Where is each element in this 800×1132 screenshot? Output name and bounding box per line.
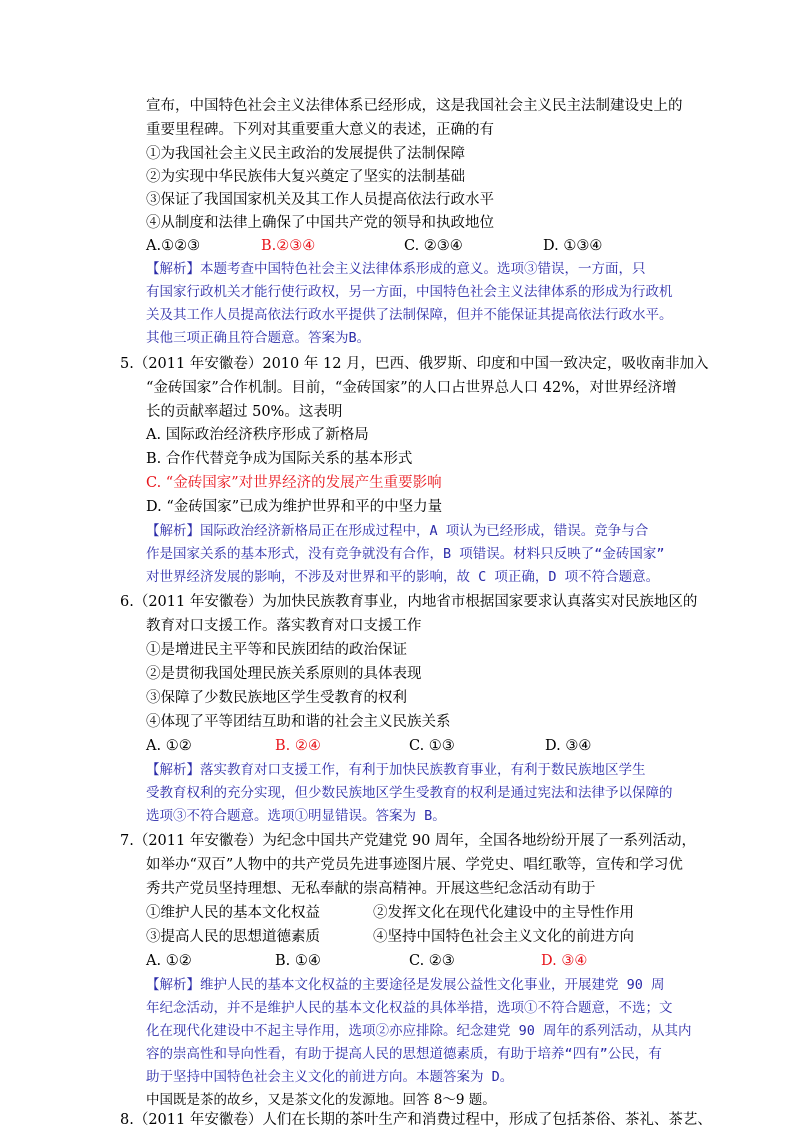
- q7-analysis-line-3: 化在现代化建设中不起主导作用，选项②亦应排除。纪念建党 90 周年的系列活动，从其内: [146, 1023, 692, 1039]
- q8-stem-line-1: 8.（2011 年安徽卷）人们在长期的茶叶生产和消费过程中，形成了包括茶俗、茶礼、茶艺、: [120, 1112, 712, 1128]
- q6-item-1: ①是增进民主平等和民族团结的政治保证: [146, 642, 407, 658]
- q6-item-3: ③保障了少数民族地区学生受教育的权利: [146, 690, 407, 706]
- q7-option-d: D. ③④: [541, 953, 588, 969]
- q6-option-b: B. ②④: [275, 738, 321, 754]
- q7-stem-line-1: 7.（2011 年安徽卷）为纪念中国共产党建党 90 周年，全国各地纷纷开展了一系列活动，: [120, 833, 697, 849]
- q6-analysis-line-3: 选项③不符合题意。选项①明显错误。答案为 B。: [146, 808, 446, 824]
- q6-option-a: A. ①②: [146, 738, 192, 754]
- q6-stem-line-1: 6.（2011 年安徽卷）为加快民族教育事业，内地省市根据国家要求认真落实对民族地区的: [120, 594, 698, 610]
- q4-analysis-line-2: 有国家行政机关才能行使行政权，另一方面，中国特色社会主义法律体系的形成为行政机: [146, 284, 673, 300]
- q5-stem-line-1: 5.（2011 年安徽卷）2010 年 12 月，巴西、俄罗斯、印度和中国一致决定，吸收南非加入: [120, 356, 709, 372]
- q7-item-2: ②发挥文化在现代化建设中的主导性作用: [373, 905, 634, 921]
- q6-stem-line-2: 教育对口支援工作。落实教育对口支援工作: [146, 618, 422, 634]
- q4-item-2: ②为实现中华民族伟大复兴奠定了坚实的法制基础: [146, 169, 465, 185]
- q7-analysis-line-5: 助于坚持中国特色社会主义文化的前进方向。本题答案为 D。: [146, 1069, 514, 1085]
- q5-analysis-line-3: 对世界经济发展的影响，不涉及对世界和平的影响，故 C 项正确，D 项不符合题意。: [146, 569, 660, 585]
- q7-option-c: C. ②③: [409, 953, 455, 969]
- q5-analysis-line-2: 作是国家关系的基本形式，没有竞争就没有合作，B 项错误。材料只反映了“金砖国家”: [146, 546, 665, 562]
- q4-option-d: D. ①③④: [543, 238, 603, 254]
- q7-analysis-line-4: 容的崇高性和导向性看，有助于提高人民的思想道德素质，有助于培养“四有”公民，有: [146, 1046, 662, 1062]
- q4-analysis-line-3: 关及其工作人员提高依法行政水平提供了法制保障，但并不能保证其提高依法行政水平。: [146, 307, 673, 323]
- q4-analysis-line-1: 【解析】本题考查中国特色社会主义法律体系形成的意义。选项③错误，一方面，只: [146, 261, 646, 277]
- q6-item-2: ②是贯彻我国处理民族关系原则的具体表现: [146, 666, 422, 682]
- q5-option-c: C. “金砖国家”对世界经济的发展产生重要影响: [146, 475, 442, 491]
- q5-stem-line-2: “金砖国家”合作机制。目前，“金砖国家”的人口占世界总人口 42%，对世界经济增: [146, 380, 677, 396]
- q4-option-c: C. ②③④: [404, 238, 463, 254]
- q6-analysis-line-1: 【解析】落实教育对口支援工作，有利于加快民族教育事业，有利于数民族地区学生: [146, 762, 646, 778]
- q6-option-d: D. ③④: [545, 738, 592, 754]
- section-intro: 中国既是茶的故乡，又是茶文化的发源地。回答 8～9 题。: [146, 1092, 496, 1108]
- q4-option-b: B.②③④: [261, 238, 316, 254]
- q7-analysis-line-1: 【解析】维护人民的基本文化权益的主要途径是发展公益性文化事业，开展建党 90 周: [146, 977, 665, 993]
- q7-option-a: A. ①②: [146, 953, 192, 969]
- q5-analysis-line-1: 【解析】国际政治经济新格局正在形成过程中，A 项认为已经形成，错误。竞争与合: [146, 523, 649, 539]
- q5-option-b: B. 合作代替竞争成为国际关系的基本形式: [146, 451, 413, 467]
- q6-analysis-line-2: 受教育权利的充分实现，但少数民族地区学生受教育的权利是通过宪法和法律予以保障的: [146, 785, 673, 801]
- q4-stem-line-1: 宣布，中国特色社会主义法律体系已经形成，这是我国社会主义民主法制建设史上的: [146, 98, 683, 114]
- q4-stem-line-2: 重要里程碑。下列对其重要重大意义的表述，正确的有: [146, 122, 494, 138]
- q7-stem-line-2: 如举办“双百”人物中的共产党员先进事迹图片展、学党史、唱红歌等，宣传和学习优: [146, 857, 683, 873]
- q4-option-a: A.①②③: [146, 238, 201, 254]
- q4-item-1: ①为我国社会主义民主政治的发展提供了法制保障: [146, 146, 465, 162]
- q7-item-3: ③提高人民的思想道德素质: [146, 929, 320, 945]
- q5-stem-line-3: 长的贡献率超过 50%。这表明: [146, 404, 343, 420]
- q6-option-c: C. ①③: [409, 738, 455, 754]
- q5-option-d: D. “金砖国家”已成为维护世界和平的中坚力量: [146, 499, 443, 515]
- q7-item-1: ①维护人民的基本文化权益: [146, 905, 320, 921]
- q4-item-3: ③保证了我国国家机关及其工作人员提高依法行政水平: [146, 192, 494, 208]
- q7-stem-line-3: 秀共产党员坚持理想、无私奉献的崇高精神。开展这些纪念活动有助于: [146, 881, 596, 897]
- q7-analysis-line-2: 年纪念活动，并不是维护人民的基本文化权益的具体举措，选项①不符合题意，不选；文: [146, 1000, 673, 1016]
- q6-item-4: ④体现了平等团结互助和谐的社会主义民族关系: [146, 714, 451, 730]
- q7-option-b: B. ①④: [275, 953, 321, 969]
- q7-item-4: ④坚持中国特色社会主义文化的前进方向: [373, 929, 634, 945]
- q4-item-4: ④从制度和法律上确保了中国共产党的领导和执政地位: [146, 215, 494, 231]
- q5-option-a: A. 国际政治经济秩序形成了新格局: [146, 427, 369, 443]
- q4-analysis-line-4: 其他三项正确且符合题意。答案为B。: [146, 330, 371, 346]
